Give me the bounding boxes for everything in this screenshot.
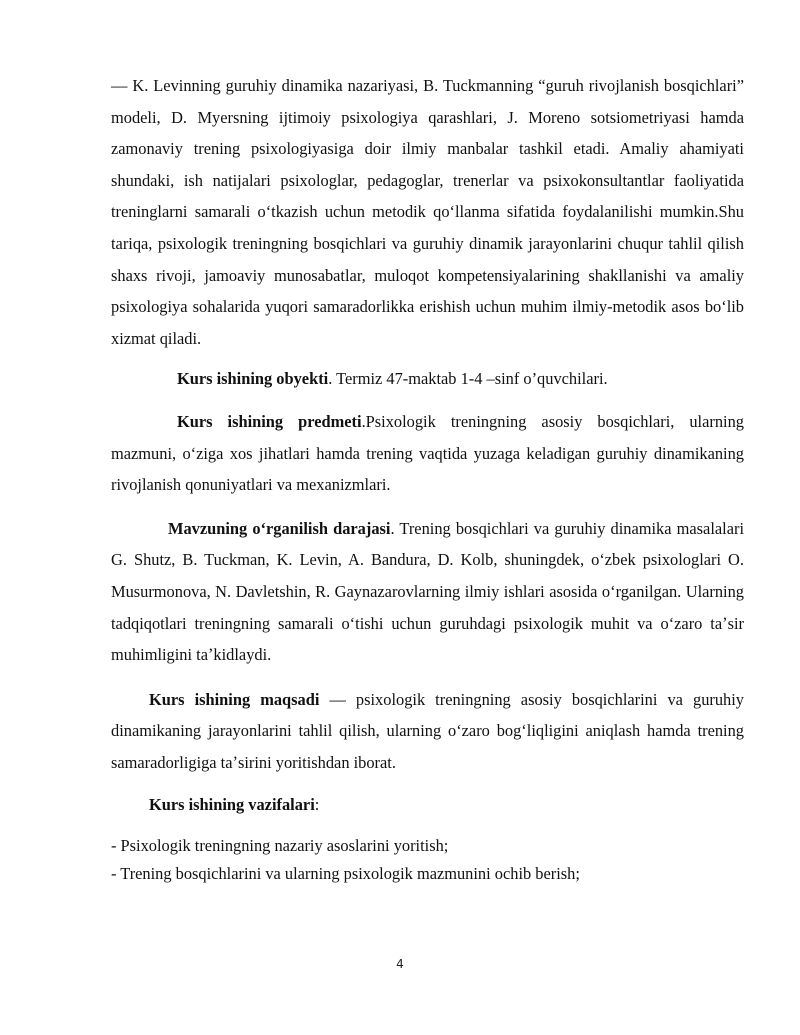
goal-label: Kurs ishining maqsadi	[149, 689, 320, 709]
intro-paragraph: — K. Levinning guruhiy dinamika nazariyasi, B. Tuckmanning “guruh rivojlanish bosqichlari” modeli, D. Myersning ijtimoiy psixologiya qarashlari, J. Moreno sotsiometriyasi hamda zamonaviy trening psixologiyasiga doir ilmiy manbalar tashkil etadi. Amaliy ahamiyati shundaki, ish natijalari psixologlar, pedagoglar, trenerlar va psixokonsultantlar faoliyatida treninglarni samarali oʻtkazish uchun metodik qoʻllanma sifatida foydalanilishi mumkin.Shu tariqa, psixologik treningning bosqichlari va guruhiy dinamik jarayonlarini chuqur tahlil qilish shaxs rivoji, jamoaviy munosabatlar, muloqot kompetensiyalarining shakllanishi va amaliy psixologiya sohalarida yuqori samaradorlikka erishish uchun muhim ilmiy-metodik asos boʻlib xizmat qiladi.	[111, 76, 744, 348]
goal-text: — psixologik treningning asosiy bosqichlarini va guruhiy dinamikaning jarayonlarini tahlil qilish, ularning oʻzaro bogʻliqligini aniqlash hamda trening samaradorligiga taʼsirini yoritishdan iborat.	[111, 689, 744, 772]
subject-paragraph	[111, 406, 744, 501]
subject-label: Kurs ishining predmeti	[177, 411, 362, 431]
tasks-heading	[111, 789, 744, 821]
goal-paragraph	[111, 684, 744, 779]
subject-text: .Psixologik treningning asosiy bosqichlari, ularning mazmuni, oʻziga xos jihatlari hamda trening vaqtida yuzaga keladigan guruhiy dinamikaning rivojlanish qonuniyatlari va mexanizmlari.	[111, 411, 744, 495]
tasks-colon: :	[314, 795, 320, 815]
study-level-paragraph	[111, 513, 744, 671]
tasks-label: Kurs ishining vazifalari	[149, 795, 315, 815]
object-text: . Termiz 47-maktab 1-4 –sinf o’quvchilari.	[328, 369, 608, 389]
object-paragraph	[111, 363, 744, 395]
study-level-label: Mavzuning oʻrganilish darajasi	[168, 518, 391, 538]
object-label: Kurs ishining obyekti	[177, 369, 329, 389]
page-number: 4	[396, 957, 404, 971]
document-page	[111, 70, 744, 888]
list-item: - Trening bosqichlarini va ularning psixologik mazmunini ochib berish;	[111, 864, 580, 884]
list-item: - Psixologik treningning nazariy asoslarini yoritish;	[111, 836, 449, 856]
study-level-text: . Trening bosqichlari va guruhiy dinamika masalalari G. Shutz, B. Tuckman, K. Levin, A. Bandura, D. Kolb, shuningdek, oʻzbek psixologlari O. Musurmonova, N. Davletshin, R. Gaynazarovlarning ilmiy ishlari asosida oʻrganilgan. Ularning tadqiqotlari treningning samarali oʻtishi uchun guruhdagi psixologik muhit va oʻzaro taʼsir muhimligini taʼkidlaydi.	[111, 518, 745, 665]
